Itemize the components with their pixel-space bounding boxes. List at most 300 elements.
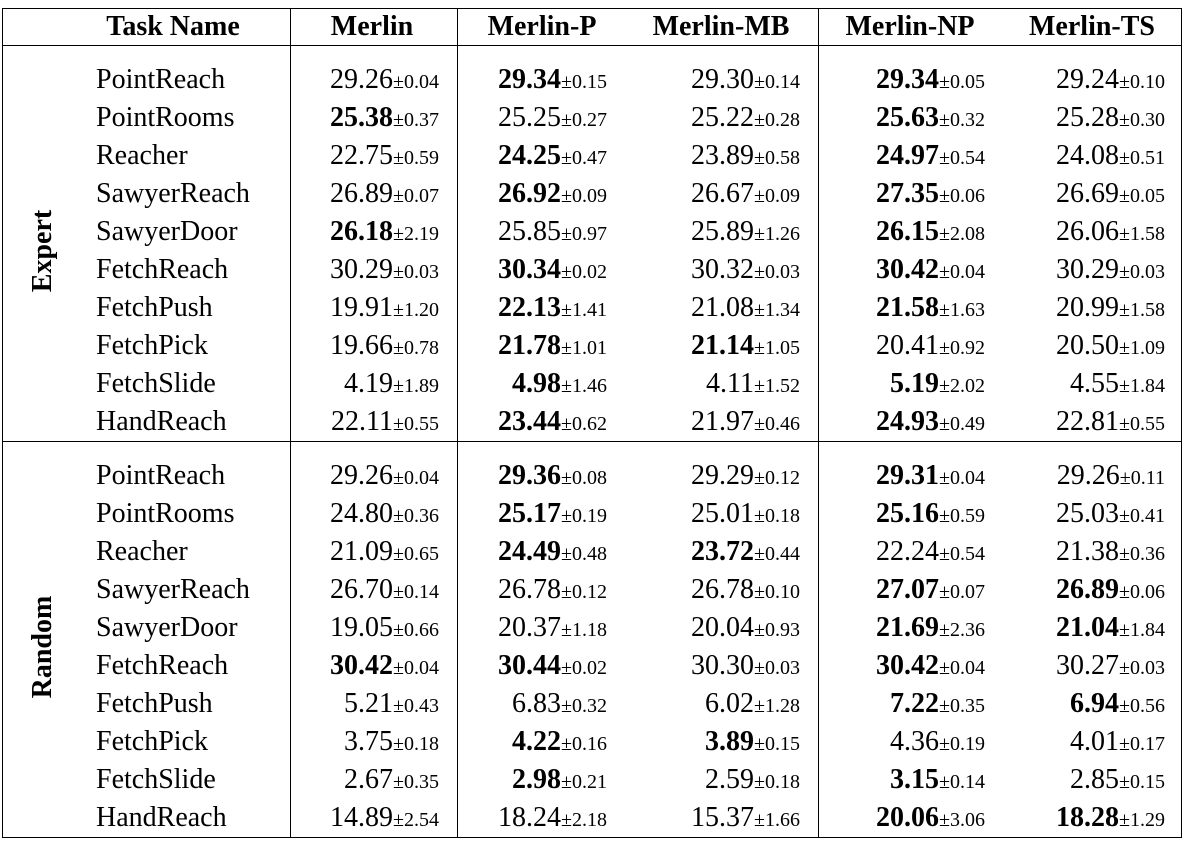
std-dev: ±0.51 <box>1119 147 1165 169</box>
score-cell <box>512 723 607 761</box>
std-dev: ±0.59 <box>393 147 439 169</box>
score-cell <box>1070 365 1165 403</box>
mean-score-best: 26.89 <box>1056 574 1120 605</box>
score-cell <box>330 61 439 99</box>
std-dev: ±0.54 <box>939 543 985 565</box>
std-dev: ±0.04 <box>393 657 439 679</box>
mean-score: 22.75 <box>330 140 394 171</box>
task-name: SawyerReach <box>96 178 250 209</box>
std-dev: ±0.09 <box>754 185 800 207</box>
std-dev: ±0.06 <box>1119 581 1165 603</box>
score-cell <box>691 457 800 495</box>
task-name: PointReach <box>96 64 226 95</box>
std-dev: ±0.02 <box>561 261 607 283</box>
std-dev: ±0.97 <box>561 223 607 245</box>
std-dev: ±0.54 <box>939 147 985 169</box>
score-cell <box>1056 61 1165 99</box>
mean-score: 29.26 <box>330 460 394 491</box>
mean-score: 21.97 <box>691 406 755 437</box>
score-cell <box>876 61 985 99</box>
std-dev: ±1.58 <box>1119 223 1165 245</box>
std-dev: ±0.07 <box>939 581 985 603</box>
std-dev: ±1.58 <box>1119 299 1165 321</box>
mean-score-best: 30.44 <box>498 650 562 681</box>
std-dev: ±1.63 <box>939 299 985 321</box>
task-name: FetchReach <box>96 650 229 681</box>
std-dev: ±0.09 <box>561 185 607 207</box>
std-dev: ±0.47 <box>561 147 607 169</box>
score-cell <box>1056 571 1165 609</box>
group-label-expert: Expert <box>27 209 58 293</box>
task-name: SawyerDoor <box>96 216 238 247</box>
std-dev: ±0.18 <box>393 733 439 755</box>
mean-score: 19.66 <box>330 330 394 361</box>
mean-score-best: 2.98 <box>512 764 562 795</box>
row-divider <box>3 441 1181 442</box>
mean-score: 21.09 <box>330 536 394 567</box>
mean-score: 4.11 <box>706 368 755 399</box>
score-cell <box>498 213 607 251</box>
score-cell <box>498 175 607 213</box>
header-method: Merlin-NP <box>845 11 975 42</box>
std-dev: ±0.03 <box>1119 657 1165 679</box>
mean-score-best: 21.04 <box>1056 612 1120 643</box>
mean-score: 26.78 <box>498 574 562 605</box>
score-cell <box>691 99 800 137</box>
std-dev: ±0.21 <box>561 771 607 793</box>
std-dev: ±1.18 <box>561 619 607 641</box>
score-cell <box>1056 533 1165 571</box>
mean-score: 4.01 <box>1070 726 1120 757</box>
mean-score: 22.11 <box>331 406 394 437</box>
score-cell <box>330 533 439 571</box>
score-cell <box>498 571 607 609</box>
score-cell <box>876 609 985 647</box>
mean-score: 26.89 <box>330 178 394 209</box>
header-method: Merlin-MB <box>652 11 790 42</box>
mean-score: 18.24 <box>498 802 562 833</box>
std-dev: ±1.20 <box>393 299 439 321</box>
score-cell <box>498 799 607 837</box>
score-cell <box>330 799 439 837</box>
score-cell <box>1070 761 1165 799</box>
std-dev: ±0.92 <box>939 337 985 359</box>
mean-score-best: 25.38 <box>330 102 394 133</box>
score-cell <box>876 175 985 213</box>
mean-score: 4.19 <box>344 368 394 399</box>
mean-score: 29.30 <box>691 64 755 95</box>
std-dev: ±0.36 <box>1119 543 1165 565</box>
std-dev: ±0.11 <box>1119 467 1165 489</box>
score-cell <box>876 799 985 837</box>
std-dev: ±0.06 <box>939 185 985 207</box>
mean-score: 20.99 <box>1056 292 1120 323</box>
mean-score: 5.21 <box>344 688 394 719</box>
mean-score-best: 26.15 <box>876 216 940 247</box>
row-divider <box>3 45 1181 46</box>
std-dev: ±1.01 <box>561 337 607 359</box>
mean-score-best: 29.34 <box>498 64 562 95</box>
std-dev: ±0.04 <box>393 467 439 489</box>
mean-score-best: 29.31 <box>876 460 940 491</box>
header-method: Merlin <box>330 11 414 42</box>
score-cell <box>512 685 607 723</box>
task-name: Reacher <box>96 140 188 171</box>
mean-score-best: 23.44 <box>498 406 562 437</box>
score-cell <box>498 327 607 365</box>
std-dev: ±0.18 <box>754 771 800 793</box>
score-cell <box>691 403 800 441</box>
mean-score-best: 27.07 <box>876 574 940 605</box>
score-cell <box>498 251 607 289</box>
score-cell <box>876 213 985 251</box>
score-cell <box>1056 647 1165 685</box>
mean-score: 22.24 <box>876 536 940 567</box>
mean-score-best: 30.42 <box>876 650 940 681</box>
score-cell <box>330 175 439 213</box>
std-dev: ±0.12 <box>561 581 607 603</box>
std-dev: ±0.14 <box>393 581 439 603</box>
score-cell <box>876 99 985 137</box>
score-cell <box>1056 495 1165 533</box>
std-dev: ±1.09 <box>1119 337 1165 359</box>
task-name: HandReach <box>96 406 227 437</box>
score-cell <box>691 495 800 533</box>
score-cell <box>344 723 439 761</box>
mean-score-best: 25.17 <box>498 498 562 529</box>
mean-score-best: 20.06 <box>876 802 940 833</box>
task-name: FetchSlide <box>96 368 216 399</box>
std-dev: ±0.16 <box>561 733 607 755</box>
mean-score-best: 3.89 <box>705 726 755 757</box>
mean-score: 29.26 <box>1056 460 1120 491</box>
score-cell <box>890 761 985 799</box>
task-name: PointRooms <box>96 102 235 133</box>
mean-score: 29.29 <box>691 460 755 491</box>
mean-score: 6.02 <box>705 688 755 719</box>
mean-score: 20.04 <box>691 612 755 643</box>
std-dev: ±0.10 <box>754 581 800 603</box>
mean-score-best: 30.42 <box>330 650 394 681</box>
mean-score: 25.85 <box>498 216 562 247</box>
mean-score-best: 27.35 <box>876 178 940 209</box>
score-cell <box>876 647 985 685</box>
std-dev: ±0.02 <box>561 657 607 679</box>
mean-score-best: 21.69 <box>876 612 940 643</box>
score-cell <box>498 647 607 685</box>
std-dev: ±0.55 <box>1119 413 1165 435</box>
score-cell <box>1056 403 1165 441</box>
task-name: FetchPush <box>96 292 213 323</box>
header-task-name: Task Name <box>106 11 240 42</box>
mean-score-best: 4.22 <box>512 726 562 757</box>
mean-score: 22.81 <box>1056 406 1120 437</box>
std-dev: ±0.44 <box>754 543 800 565</box>
mean-score-best: 25.16 <box>876 498 940 529</box>
score-cell <box>1056 327 1165 365</box>
std-dev: ±1.26 <box>754 223 800 245</box>
std-dev: ±2.08 <box>939 223 985 245</box>
score-cell <box>876 137 985 175</box>
score-cell <box>876 533 985 571</box>
mean-score: 20.50 <box>1056 330 1120 361</box>
mean-score-best: 24.25 <box>498 140 562 171</box>
mean-score: 25.01 <box>691 498 755 529</box>
score-cell <box>691 137 800 175</box>
score-cell <box>876 495 985 533</box>
score-cell <box>1056 213 1165 251</box>
score-cell <box>876 251 985 289</box>
task-name: PointReach <box>96 460 226 491</box>
score-cell <box>890 723 985 761</box>
task-name: FetchPush <box>96 688 213 719</box>
score-cell <box>498 495 607 533</box>
mean-score: 2.67 <box>344 764 394 795</box>
mean-score: 25.25 <box>498 102 562 133</box>
mean-score-best: 26.18 <box>330 216 394 247</box>
mean-score: 21.08 <box>691 292 755 323</box>
std-dev: ±0.43 <box>393 695 439 717</box>
std-dev: ±0.03 <box>1119 261 1165 283</box>
score-cell <box>691 327 800 365</box>
mean-score: 25.03 <box>1056 498 1120 529</box>
score-cell <box>691 609 800 647</box>
score-cell <box>1056 799 1165 837</box>
score-cell <box>512 365 607 403</box>
mean-score-best: 21.14 <box>691 330 755 361</box>
score-cell <box>691 533 800 571</box>
std-dev: ±1.28 <box>754 695 800 717</box>
mean-score-best: 21.78 <box>498 330 562 361</box>
std-dev: ±0.49 <box>939 413 985 435</box>
task-name: Reacher <box>96 536 188 567</box>
std-dev: ±0.28 <box>754 109 800 131</box>
mean-score-best: 29.36 <box>498 460 562 491</box>
score-cell <box>706 365 800 403</box>
std-dev: ±0.03 <box>754 657 800 679</box>
score-cell <box>344 761 439 799</box>
task-name: SawyerDoor <box>96 612 238 643</box>
std-dev: ±0.19 <box>561 505 607 527</box>
std-dev: ±0.04 <box>393 71 439 93</box>
std-dev: ±0.41 <box>1119 505 1165 527</box>
mean-score-best: 29.34 <box>876 64 940 95</box>
score-cell <box>344 685 439 723</box>
score-cell <box>498 137 607 175</box>
mean-score: 21.38 <box>1056 536 1120 567</box>
std-dev: ±0.18 <box>754 505 800 527</box>
score-cell <box>498 403 607 441</box>
std-dev: ±2.02 <box>939 375 985 397</box>
score-cell <box>890 365 985 403</box>
mean-score-best: 25.63 <box>876 102 940 133</box>
mean-score: 24.08 <box>1056 140 1120 171</box>
task-name: HandReach <box>96 802 227 833</box>
score-cell <box>876 327 985 365</box>
task-name: FetchPick <box>96 330 208 361</box>
score-cell <box>330 327 439 365</box>
score-cell <box>705 761 800 799</box>
mean-score: 26.70 <box>330 574 394 605</box>
mean-score-best: 23.72 <box>691 536 755 567</box>
score-cell <box>330 99 439 137</box>
std-dev: ±0.65 <box>393 543 439 565</box>
score-cell <box>691 799 800 837</box>
mean-score: 26.67 <box>691 178 755 209</box>
mean-score: 25.28 <box>1056 102 1120 133</box>
std-dev: ±2.19 <box>393 223 439 245</box>
score-cell <box>691 571 800 609</box>
score-cell <box>691 213 800 251</box>
mean-score: 29.26 <box>330 64 394 95</box>
score-cell <box>705 723 800 761</box>
std-dev: ±0.58 <box>754 147 800 169</box>
mean-score: 26.06 <box>1056 216 1120 247</box>
mean-score: 19.05 <box>330 612 394 643</box>
std-dev: ±0.62 <box>561 413 607 435</box>
results-table <box>2 8 1182 838</box>
mean-score: 29.24 <box>1056 64 1120 95</box>
mean-score: 26.78 <box>691 574 755 605</box>
score-cell <box>1056 175 1165 213</box>
mean-score: 3.75 <box>344 726 394 757</box>
score-cell <box>705 685 800 723</box>
std-dev: ±3.06 <box>939 809 985 831</box>
std-dev: ±1.46 <box>561 375 607 397</box>
task-name: FetchSlide <box>96 764 216 795</box>
mean-score: 14.89 <box>330 802 394 833</box>
std-dev: ±0.15 <box>1119 771 1165 793</box>
score-cell <box>498 99 607 137</box>
column-divider <box>457 9 458 837</box>
std-dev: ±0.35 <box>393 771 439 793</box>
score-cell <box>890 685 985 723</box>
task-name: FetchPick <box>96 726 208 757</box>
mean-score-best: 6.94 <box>1070 688 1120 719</box>
mean-score: 25.89 <box>691 216 755 247</box>
std-dev: ±0.93 <box>754 619 800 641</box>
std-dev: ±0.08 <box>561 467 607 489</box>
mean-score-best: 30.42 <box>876 254 940 285</box>
mean-score: 26.69 <box>1056 178 1120 209</box>
mean-score: 20.41 <box>876 330 940 361</box>
std-dev: ±1.05 <box>754 337 800 359</box>
header-method: Merlin-TS <box>1029 11 1155 42</box>
mean-score: 6.83 <box>512 688 562 719</box>
score-cell <box>330 137 439 175</box>
score-cell <box>1057 457 1165 495</box>
mean-score-best: 30.34 <box>498 254 562 285</box>
score-cell <box>1056 609 1165 647</box>
mean-score: 19.91 <box>330 292 394 323</box>
std-dev: ±0.12 <box>754 467 800 489</box>
mean-score: 2.59 <box>705 764 755 795</box>
std-dev: ±1.84 <box>1119 619 1165 641</box>
std-dev: ±2.36 <box>939 619 985 641</box>
std-dev: ±2.18 <box>561 809 607 831</box>
score-cell <box>691 175 800 213</box>
score-cell <box>1056 289 1165 327</box>
score-cell <box>876 571 985 609</box>
std-dev: ±0.36 <box>393 505 439 527</box>
std-dev: ±0.56 <box>1119 695 1165 717</box>
score-cell <box>498 61 607 99</box>
score-cell <box>330 609 439 647</box>
std-dev: ±0.14 <box>754 71 800 93</box>
std-dev: ±1.41 <box>561 299 607 321</box>
mean-score-best: 3.15 <box>890 764 940 795</box>
std-dev: ±1.52 <box>754 375 800 397</box>
score-cell <box>331 403 439 441</box>
std-dev: ±0.37 <box>393 109 439 131</box>
std-dev: ±0.19 <box>939 733 985 755</box>
score-cell <box>330 457 439 495</box>
mean-score-best: 24.93 <box>876 406 940 437</box>
score-cell <box>1056 99 1165 137</box>
std-dev: ±0.15 <box>754 733 800 755</box>
score-cell <box>691 289 800 327</box>
score-cell <box>498 289 607 327</box>
std-dev: ±0.04 <box>939 657 985 679</box>
score-cell <box>330 571 439 609</box>
std-dev: ±2.54 <box>393 809 439 831</box>
std-dev: ±0.07 <box>393 185 439 207</box>
std-dev: ±0.27 <box>561 109 607 131</box>
std-dev: ±1.84 <box>1119 375 1165 397</box>
mean-score: 30.32 <box>691 254 755 285</box>
std-dev: ±0.15 <box>561 71 607 93</box>
std-dev: ±0.04 <box>939 467 985 489</box>
mean-score-best: 26.92 <box>498 178 562 209</box>
mean-score: 30.27 <box>1056 650 1120 681</box>
std-dev: ±0.14 <box>939 771 985 793</box>
mean-score-best: 18.28 <box>1056 802 1120 833</box>
mean-score-best: 22.13 <box>498 292 562 323</box>
task-name: FetchReach <box>96 254 229 285</box>
mean-score: 24.80 <box>330 498 394 529</box>
mean-score-best: 24.97 <box>876 140 940 171</box>
score-cell <box>1070 685 1165 723</box>
std-dev: ±1.29 <box>1119 809 1165 831</box>
score-cell <box>498 533 607 571</box>
score-cell <box>330 647 439 685</box>
score-cell <box>876 457 985 495</box>
std-dev: ±0.48 <box>561 543 607 565</box>
mean-score: 23.89 <box>691 140 755 171</box>
mean-score-best: 5.19 <box>890 368 940 399</box>
column-divider <box>818 9 819 837</box>
group-label-random: Random <box>27 595 58 699</box>
mean-score: 2.85 <box>1070 764 1120 795</box>
score-cell <box>876 289 985 327</box>
std-dev: ±1.66 <box>754 809 800 831</box>
mean-score: 20.37 <box>498 612 562 643</box>
std-dev: ±0.05 <box>1119 185 1165 207</box>
mean-score: 30.30 <box>691 650 755 681</box>
std-dev: ±0.46 <box>754 413 800 435</box>
header-method: Merlin-P <box>487 11 597 42</box>
mean-score: 25.22 <box>691 102 755 133</box>
std-dev: ±0.35 <box>939 695 985 717</box>
std-dev: ±0.17 <box>1119 733 1165 755</box>
std-dev: ±0.03 <box>754 261 800 283</box>
std-dev: ±0.30 <box>1119 109 1165 131</box>
std-dev: ±0.10 <box>1119 71 1165 93</box>
std-dev: ±0.78 <box>393 337 439 359</box>
score-cell <box>1070 723 1165 761</box>
std-dev: ±0.32 <box>939 109 985 131</box>
score-cell <box>498 609 607 647</box>
